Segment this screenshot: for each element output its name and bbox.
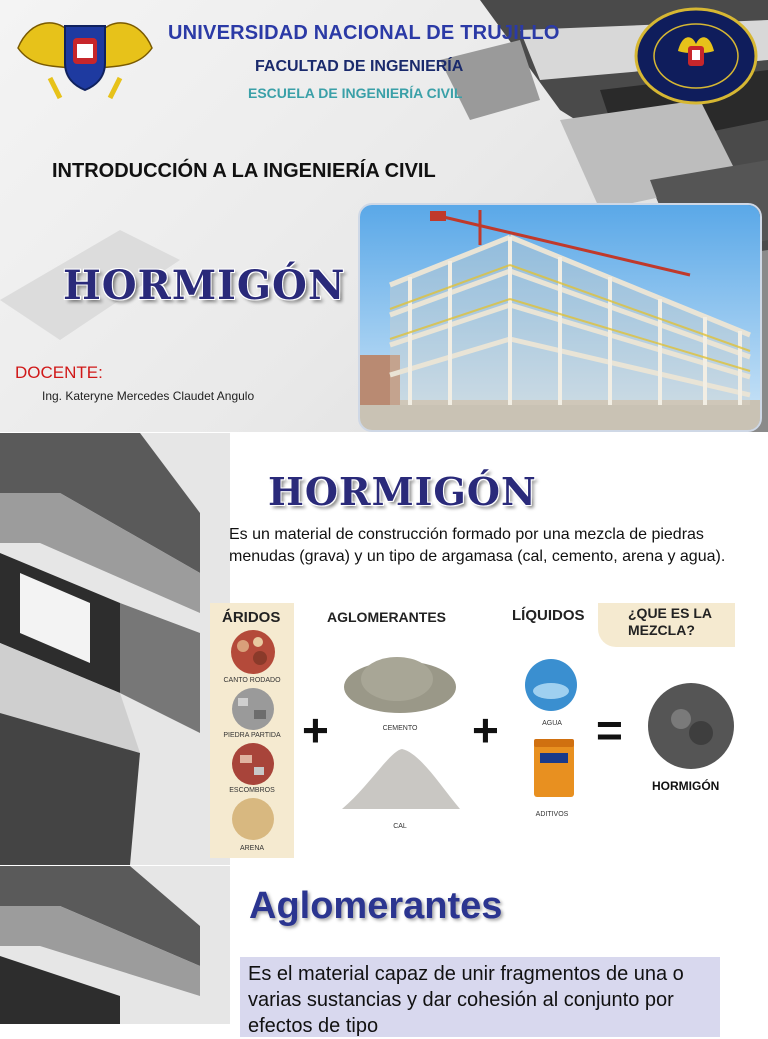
river-gravel-icon [228, 628, 278, 676]
faculty-name: FACULTAD DE INGENIERÍA [255, 58, 464, 75]
building-construction-photo [358, 203, 762, 432]
sand-icon [228, 796, 278, 842]
aglomerantes-heading: AGLOMERANTES [327, 609, 446, 625]
architecture-background [0, 433, 230, 865]
architecture-background [0, 866, 230, 1024]
concrete-definition-slide [0, 433, 768, 865]
concrete-mix-icon [646, 681, 736, 771]
topic-title: HORMIGÓN [63, 262, 346, 309]
mixture-question: ¿QUE ES LA MEZCLA? [628, 605, 712, 638]
teacher-name: Ing. Kateryne Mercedes Claudet Angulo [42, 389, 255, 403]
liquidos-item-1: AGUA [542, 720, 562, 727]
liquidos-item-2: ADITIVOS [535, 811, 569, 818]
engineering-school-seal [634, 6, 758, 106]
cement-pile-icon [342, 643, 458, 715]
aglomerantes-item-1: CEMENTO [382, 725, 418, 732]
concrete-description: Es un material de construcción formado por una mezcla de piedras menudas (grava) y un tipo de argamasa (cal, cemento, arena y agua). [229, 526, 726, 565]
aglomerantes-item-2: CAL [393, 823, 407, 830]
water-drop-icon [522, 657, 580, 713]
plus-sign-1: + [302, 704, 329, 756]
aridos-item-1: CANTO RODADO [223, 677, 281, 684]
teacher-label: DOCENTE: [15, 363, 103, 382]
cover-slide [0, 0, 768, 432]
university-name: UNIVERSIDAD NACIONAL DE TRUJILLO [168, 22, 560, 44]
concrete-mixture-diagram [210, 603, 735, 858]
plus-sign-2: + [472, 704, 499, 756]
aridos-item-4: ARENA [239, 845, 265, 852]
slide-title: HORMIGÓN [268, 469, 537, 514]
school-name: ESCUELA DE INGENIERÍA CIVIL [248, 85, 463, 101]
aridos-item-2: PIEDRA PARTIDA [223, 732, 281, 739]
slide-title: Aglomerantes [249, 885, 503, 927]
lime-pile-icon [340, 745, 462, 815]
crushed-stone-icon [228, 686, 278, 732]
equals-sign: = [596, 704, 623, 756]
aridos-heading: ÁRIDOS [222, 609, 281, 626]
additive-bucket-icon [532, 737, 576, 799]
building-frame-illustration [360, 205, 760, 430]
result-label: HORMIGÓN [652, 779, 720, 793]
aridos-item-3: ESCOMBROS [229, 787, 275, 794]
course-title: INTRODUCCIÓN A LA INGENIERÍA CIVIL [52, 160, 436, 182]
university-crest-logo [10, 8, 160, 100]
binder-definition: Es el material capaz de unir fragmentos de una o varias sustancias y dar cohesión al conjunto por efectos de tipo [248, 963, 684, 1037]
rubble-icon [228, 741, 278, 787]
liquidos-heading: LÍQUIDOS [512, 607, 585, 624]
